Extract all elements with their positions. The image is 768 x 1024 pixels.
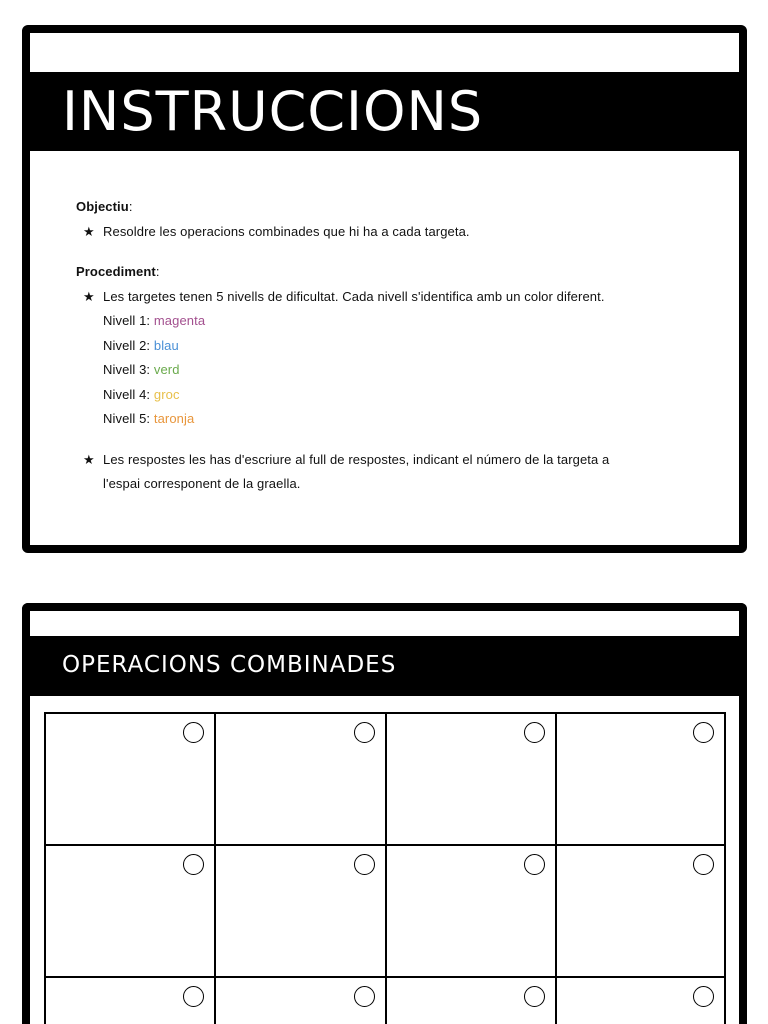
star-icon: ★ [83, 223, 95, 239]
level-label: Nivell 2: [103, 337, 151, 353]
grid-row [46, 714, 726, 846]
circle-icon[interactable] [183, 854, 204, 875]
circle-icon[interactable] [354, 854, 375, 875]
grid-cell[interactable] [216, 978, 387, 1024]
circle-icon[interactable] [183, 722, 204, 743]
grid-cell[interactable] [387, 714, 557, 846]
operations-title: OPERACIONS COMBINADES [62, 652, 397, 678]
instructions-title: INSTRUCCIONS [62, 80, 484, 143]
circle-icon[interactable] [524, 722, 545, 743]
grid-cell[interactable] [216, 714, 387, 846]
operations-banner [30, 636, 739, 696]
answers-item [76, 448, 676, 497]
grid-cell[interactable] [557, 978, 726, 1024]
circle-icon[interactable] [524, 986, 545, 1007]
level-3 [76, 358, 676, 383]
circle-icon[interactable] [693, 722, 714, 743]
level-color-name: verd [153, 362, 180, 377]
level-4 [76, 383, 676, 408]
operations-card [22, 603, 747, 1024]
level-label: Nivell 1: [103, 313, 151, 328]
instructions-content [76, 195, 676, 497]
level-color-name: blau [153, 337, 179, 353]
star-icon: ★ [83, 451, 95, 467]
circle-icon[interactable] [524, 854, 545, 875]
procedure-item [76, 285, 676, 310]
grid-cell[interactable] [46, 714, 216, 846]
objective-label: Objectiu [76, 199, 129, 214]
cards-grid [44, 712, 726, 1024]
circle-icon[interactable] [693, 986, 714, 1007]
level-2 [76, 334, 676, 359]
grid-cell[interactable] [46, 978, 216, 1024]
circle-icon[interactable] [693, 854, 714, 875]
instructions-card [22, 25, 747, 553]
level-color-name: groc [153, 386, 180, 402]
level-label: Nivell 4: [103, 386, 151, 402]
objective-text: Resoldre les operacions combinades que hi ha a cada targeta. [103, 223, 470, 239]
grid-row [46, 846, 726, 978]
grid-row [46, 978, 726, 1024]
level-label: Nivell 5: [103, 411, 151, 426]
objective-heading: Objectiu: [76, 199, 133, 214]
circle-icon[interactable] [354, 722, 375, 743]
procedure-heading: Procediment: [76, 264, 160, 279]
answers-text-line2: l'espai corresponent de la graella. [103, 476, 301, 491]
level-color-name: magenta [153, 313, 206, 328]
star-icon: ★ [83, 288, 95, 304]
grid-cell[interactable] [557, 846, 726, 978]
grid-cell[interactable] [216, 846, 387, 978]
answers-text-line1: Les respostes les has d'escriure al full de respostes, indicant el número de la targeta a [103, 451, 610, 467]
level-1 [76, 309, 676, 334]
procedure-intro-text: Les targetes tenen 5 nivells de dificultat. Cada nivell s'identifica amb un color diferent. [103, 288, 605, 304]
level-label: Nivell 3: [103, 362, 151, 377]
grid-cell[interactable] [46, 846, 216, 978]
instructions-banner [30, 72, 739, 151]
grid-cell[interactable] [387, 978, 557, 1024]
circle-icon[interactable] [354, 986, 375, 1007]
level-color-name: taronja [153, 411, 195, 426]
objective-item [76, 220, 676, 245]
circle-icon[interactable] [183, 986, 204, 1007]
level-5 [76, 407, 676, 432]
grid-cell[interactable] [557, 714, 726, 846]
grid-cell[interactable] [387, 846, 557, 978]
procedure-label: Procediment [76, 264, 156, 279]
